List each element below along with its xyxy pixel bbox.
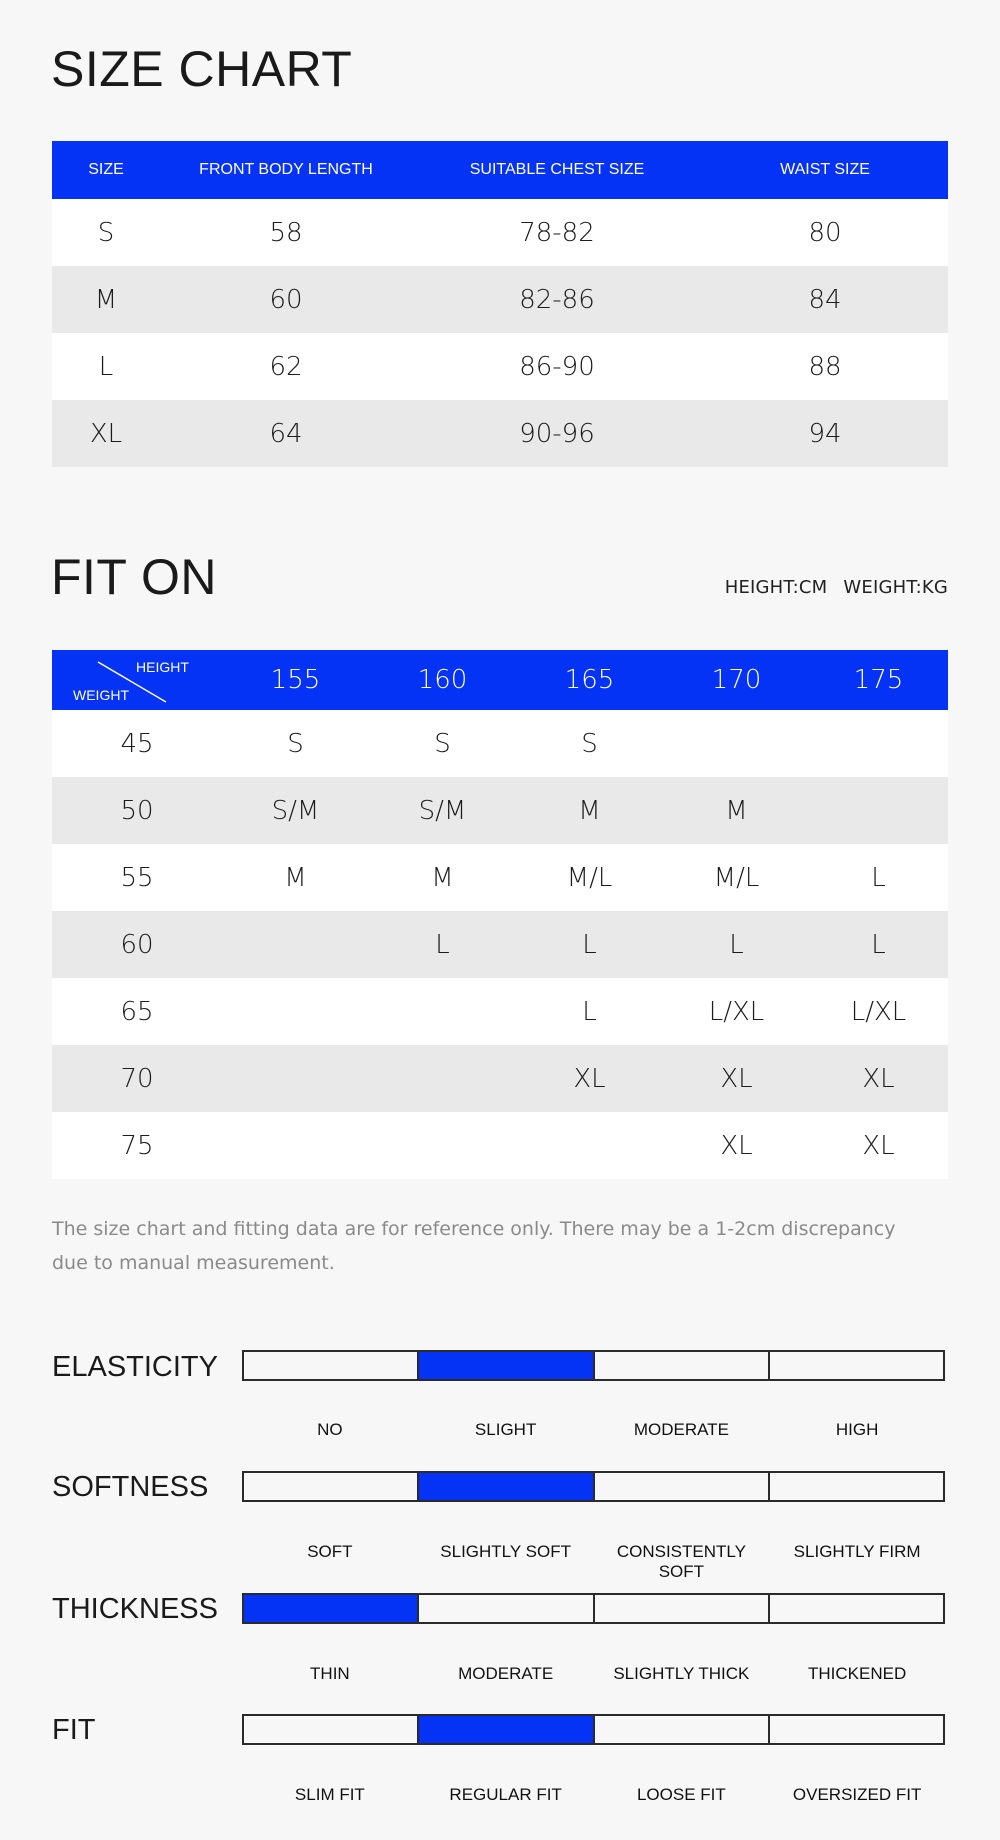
weight-cell: 45: [120, 728, 154, 759]
scale-option: THIN: [310, 1664, 350, 1683]
table-row: [52, 1045, 948, 1112]
scale-segment: [770, 1352, 943, 1379]
scale-option: OVERSIZED FIT: [792, 1785, 922, 1804]
size-cell: XL: [89, 418, 123, 449]
elasticity-label: ELASTICITY: [52, 1351, 218, 1383]
fit-cell: M: [284, 862, 307, 893]
scale-option: CONSISTENTLY SOFT: [616, 1542, 746, 1581]
weight-cell: 55: [120, 862, 154, 893]
table-row: [52, 911, 948, 978]
table-row: [52, 1112, 948, 1179]
scale-option: SLIGHTLY THICK: [613, 1664, 750, 1683]
weight-cell: 60: [120, 929, 154, 960]
front-body-length-header: FRONT BODY LENGTH: [199, 161, 373, 178]
waist-size-header: WAIST SIZE: [780, 161, 870, 178]
waist-cell: 80: [808, 217, 842, 248]
length-cell: 62: [269, 351, 303, 382]
fit-cell: L: [871, 862, 886, 893]
scale-option: SOFT: [307, 1542, 353, 1561]
fit-options: [242, 1785, 945, 1805]
softness-scale: [242, 1471, 945, 1502]
chest-cell: 86-90: [519, 351, 595, 382]
length-cell: 64: [269, 418, 303, 449]
softness-label: SOFTNESS: [52, 1471, 209, 1503]
fit-scale: [242, 1714, 945, 1745]
fit-cell: S: [434, 728, 451, 759]
corner-weight-label: WEIGHT: [73, 687, 129, 703]
table-row: [52, 710, 948, 777]
height-unit: HEIGHT:CM: [724, 577, 828, 598]
fit-cell: XL: [862, 1063, 895, 1094]
scale-option: NO: [317, 1420, 343, 1439]
weight-cell: 70: [120, 1063, 154, 1094]
chest-cell: 78-82: [519, 217, 595, 248]
table-row: [52, 777, 948, 844]
thickness-scale: [242, 1593, 945, 1624]
height-header: 175: [853, 665, 904, 695]
waist-cell: 94: [808, 418, 842, 449]
fit-cell: XL: [720, 1130, 753, 1161]
fit-cell: S/M: [271, 795, 320, 826]
fit-cell: M/L: [566, 862, 613, 893]
size-chart-header-row: [52, 141, 948, 199]
height-header: 160: [417, 665, 468, 695]
scale-segment: [770, 1716, 943, 1743]
waist-cell: 84: [808, 284, 842, 315]
fit-cell: XL: [862, 1130, 895, 1161]
scale-option: SLIGHTLY FIRM: [793, 1542, 921, 1561]
chest-cell: 90-96: [519, 418, 595, 449]
corner-height-label: HEIGHT: [136, 659, 189, 675]
scale-option: HIGH: [835, 1420, 879, 1439]
size-header: SIZE: [88, 161, 124, 178]
elasticity-options: [242, 1420, 945, 1440]
scale-segment: [595, 1473, 770, 1500]
fit-cell: L: [435, 929, 450, 960]
height-header: 170: [711, 665, 762, 695]
scale-segment: [595, 1716, 770, 1743]
scale-option: SLIGHT: [474, 1420, 537, 1439]
header-corner: [52, 650, 222, 710]
scale-segment: [595, 1352, 770, 1379]
scale-segment: [595, 1595, 770, 1622]
fit-cell: L: [582, 996, 597, 1027]
fit-cell: M: [725, 795, 748, 826]
fit-label: FIT: [52, 1714, 96, 1746]
fit-on-table: [52, 650, 948, 1179]
scale-segment: [244, 1352, 419, 1379]
table-row: [52, 199, 948, 266]
size-cell: S: [97, 217, 115, 248]
fit-on-title: FIT ON: [51, 549, 217, 605]
fit-cell: S: [581, 728, 598, 759]
scale-segment: [244, 1716, 419, 1743]
fit-cell: L/XL: [708, 996, 765, 1027]
scale-segment: [419, 1352, 594, 1379]
table-row: [52, 400, 948, 467]
scale-segment: [244, 1473, 419, 1500]
waist-cell: 88: [808, 351, 842, 382]
fit-cell: XL: [720, 1063, 753, 1094]
size-cell: M: [94, 284, 118, 315]
scale-segment: [244, 1595, 419, 1622]
length-cell: 58: [269, 217, 303, 248]
scale-segment: [419, 1716, 594, 1743]
chest-cell: 82-86: [519, 284, 595, 315]
scale-option: SLIM FIT: [294, 1785, 365, 1804]
fit-cell: L: [729, 929, 744, 960]
size-chart-table: [52, 141, 948, 467]
fit-cell: S: [287, 728, 304, 759]
fit-cell: M: [578, 795, 601, 826]
scale-option: REGULAR FIT: [449, 1785, 562, 1804]
scale-segment: [419, 1595, 594, 1622]
fit-cell: S/M: [418, 795, 467, 826]
thickness-options: [242, 1664, 945, 1684]
table-row: [52, 844, 948, 911]
suitable-chest-size-header: SUITABLE CHEST SIZE: [469, 161, 645, 178]
size-cell: L: [98, 351, 114, 382]
fit-cell: M/L: [713, 862, 760, 893]
scale-option: MODERATE: [633, 1420, 729, 1439]
scale-segment: [770, 1473, 943, 1500]
fit-cell: XL: [573, 1063, 606, 1094]
scale-segment: [770, 1595, 943, 1622]
elasticity-scale: [242, 1350, 945, 1381]
scale-segment: [419, 1473, 594, 1500]
length-cell: 60: [269, 284, 303, 315]
size-chart-title: SIZE CHART: [51, 41, 353, 97]
table-row: [52, 266, 948, 333]
table-row: [52, 978, 948, 1045]
weight-cell: 65: [120, 996, 154, 1027]
fit-on-header-row: [52, 650, 948, 710]
weight-unit: WEIGHT:KG: [843, 577, 948, 598]
fit-cell: L: [871, 929, 886, 960]
scale-option: THICKENED: [808, 1664, 907, 1683]
table-row: [52, 333, 948, 400]
fit-cell: L: [582, 929, 597, 960]
fit-cell: L/XL: [850, 996, 907, 1027]
height-header: 165: [564, 665, 615, 695]
height-header: 155: [270, 665, 321, 695]
disclaimer-note: The size chart and fitting data are for reference only. There may be a 1-2cm discrepancy due to manual measurement.: [52, 1218, 896, 1274]
thickness-label: THICKNESS: [52, 1593, 218, 1625]
weight-cell: 50: [120, 795, 154, 826]
scale-option: MODERATE: [458, 1664, 554, 1683]
scale-option: SLIGHTLY SOFT: [440, 1542, 571, 1561]
units-label: [725, 577, 948, 598]
softness-options: [242, 1542, 945, 1582]
weight-cell: 75: [120, 1130, 154, 1161]
scale-option: LOOSE FIT: [636, 1785, 726, 1804]
fit-cell: M: [431, 862, 454, 893]
